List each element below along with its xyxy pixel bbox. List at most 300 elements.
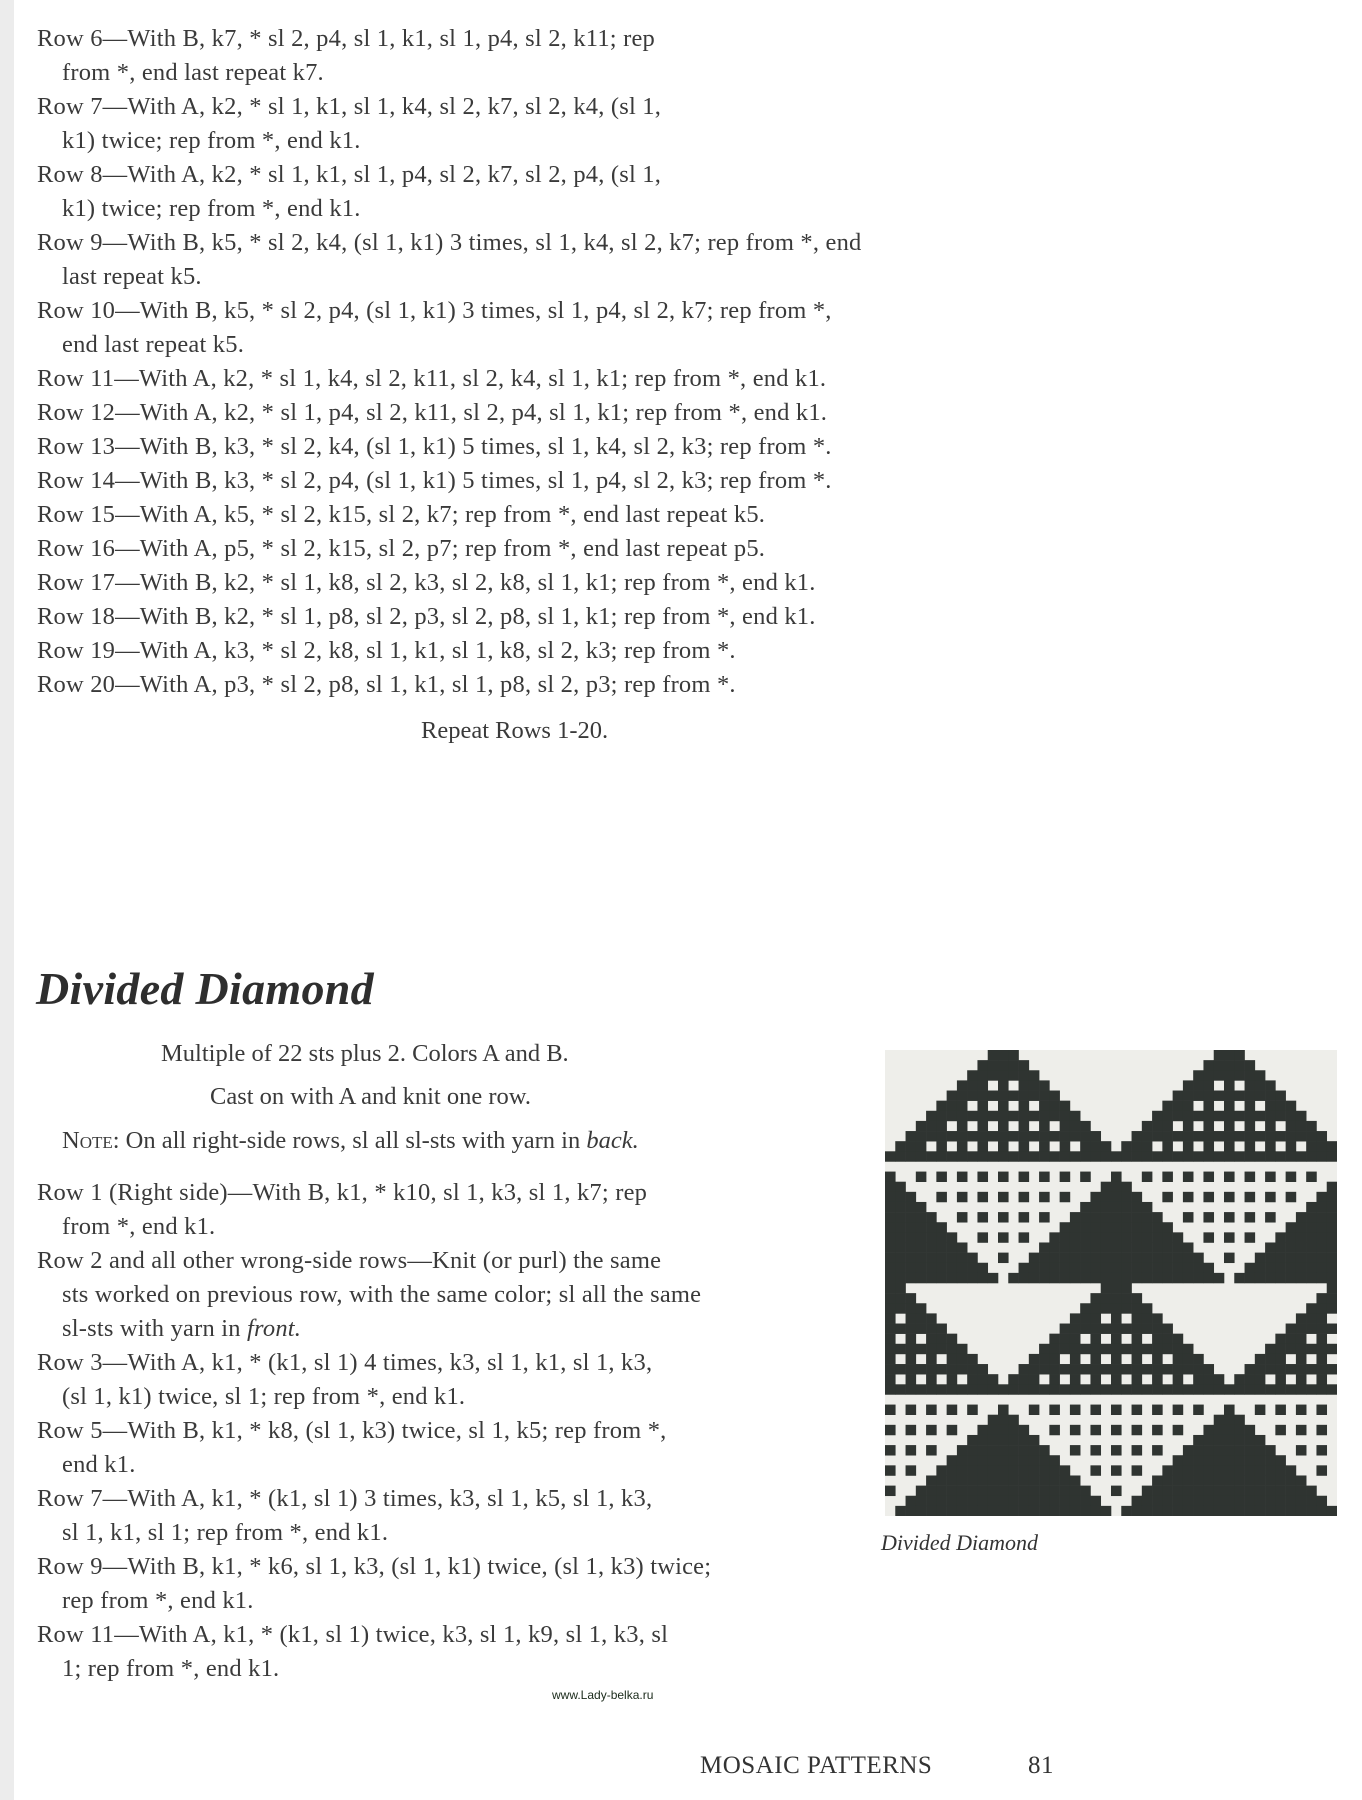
swatch-stitch [1255, 1151, 1266, 1161]
swatch-stitch [1132, 1354, 1143, 1364]
swatch-stitch [916, 1344, 927, 1354]
swatch-stitch [1224, 1384, 1235, 1394]
swatch-stitch [906, 1263, 917, 1273]
swatch-stitch [1224, 1465, 1235, 1475]
swatch-stitch [1090, 1273, 1101, 1283]
swatch-stitch [957, 1475, 968, 1485]
swatch-stitch [1070, 1334, 1081, 1344]
swatch-stitch [1070, 1364, 1081, 1374]
swatch-stitch [1029, 1131, 1040, 1141]
swatch-stitch [906, 1354, 917, 1364]
swatch-stitch [1090, 1334, 1101, 1344]
swatch-stitch [1327, 1182, 1337, 1192]
swatch-stitch [967, 1384, 978, 1394]
swatch-stitch [977, 1101, 988, 1111]
swatch-stitch [947, 1455, 958, 1465]
swatch-stitch [1193, 1263, 1204, 1273]
swatch-stitch [977, 1172, 988, 1182]
swatch-stitch [1173, 1374, 1184, 1384]
swatch-stitch [936, 1141, 947, 1151]
swatch-stitch [1111, 1465, 1122, 1475]
swatch-stitch [1039, 1212, 1050, 1222]
swatch-stitch [1070, 1384, 1081, 1394]
swatch-stitch [1121, 1242, 1132, 1252]
swatch-stitch [1019, 1070, 1030, 1080]
page-number: 81 [1028, 1752, 1054, 1779]
swatch-stitch [1090, 1354, 1101, 1364]
swatch-stitch [936, 1465, 947, 1475]
swatch-stitch [1296, 1486, 1307, 1496]
swatch-stitch [1039, 1475, 1050, 1485]
swatch-stitch [1234, 1425, 1245, 1435]
swatch-stitch [1245, 1091, 1256, 1101]
swatch-stitch [998, 1486, 1009, 1496]
swatch-stitch [947, 1475, 958, 1485]
swatch-stitch [906, 1212, 917, 1222]
swatch-stitch [957, 1141, 968, 1151]
swatch-stitch [988, 1486, 999, 1496]
swatch-stitch [1090, 1506, 1101, 1516]
swatch-stitch [1193, 1465, 1204, 1475]
swatch-stitch [1039, 1151, 1050, 1161]
swatch-stitch [967, 1151, 978, 1161]
swatch-stitch [1193, 1486, 1204, 1496]
swatch-stitch [1245, 1060, 1256, 1070]
swatch-stitch [1080, 1313, 1091, 1323]
swatch-stitch [967, 1465, 978, 1475]
swatch-stitch [998, 1111, 1009, 1121]
swatch-stitch [1296, 1334, 1307, 1344]
swatch-stitch [1121, 1283, 1132, 1293]
swatch-stitch [988, 1060, 999, 1070]
swatch-stitch [1203, 1172, 1214, 1182]
swatch-stitch [998, 1455, 1009, 1465]
row-1-cont: from *, end k1. [62, 1213, 216, 1240]
swatch-stitch [957, 1364, 968, 1374]
swatch-stitch [1296, 1364, 1307, 1374]
swatch-stitch [1265, 1465, 1276, 1475]
swatch-stitch [998, 1496, 1009, 1506]
swatch-stitch [926, 1253, 937, 1263]
swatch-stitch [1275, 1091, 1286, 1101]
swatch-stitch [967, 1486, 978, 1496]
swatch-stitch [1183, 1344, 1194, 1354]
swatch-stitch [1265, 1141, 1276, 1151]
swatch-stitch [957, 1242, 968, 1252]
swatch-stitch [1224, 1212, 1235, 1222]
swatch-stitch [1039, 1242, 1050, 1252]
swatch-stitch [1203, 1384, 1214, 1394]
swatch-stitch [1060, 1242, 1071, 1252]
swatch-stitch [1245, 1111, 1256, 1121]
swatch-stitch [1286, 1141, 1297, 1151]
swatch-stitch [988, 1415, 999, 1425]
swatch-stitch [1090, 1405, 1101, 1415]
swatch-stitch [1049, 1405, 1060, 1415]
swatch-stitch [1090, 1364, 1101, 1374]
swatch-stitch [977, 1445, 988, 1455]
swatch-stitch [957, 1344, 968, 1354]
swatch-stitch [906, 1374, 917, 1384]
swatch-stitch [1234, 1384, 1245, 1394]
row-line: Row 17—With B, k2, * sl 1, k8, sl 2, k3, sl 2, k8, sl 1, k1; rep from *, end k1. [37, 569, 816, 596]
swatch-stitch [1049, 1151, 1060, 1161]
swatch-stitch [1316, 1222, 1327, 1232]
swatch-stitch [1008, 1445, 1019, 1455]
swatch-photo [885, 1050, 1337, 1516]
swatch-stitch [926, 1263, 937, 1273]
swatch-stitch [1070, 1486, 1081, 1496]
swatch-stitch [998, 1465, 1009, 1475]
swatch-stitch [1173, 1455, 1184, 1465]
swatch-stitch [1193, 1080, 1204, 1090]
swatch-stitch [936, 1111, 947, 1121]
swatch-stitch [1245, 1445, 1256, 1455]
swatch-stitch [1296, 1496, 1307, 1506]
swatch-stitch [977, 1496, 988, 1506]
swatch-stitch [1049, 1455, 1060, 1465]
swatch-stitch [1327, 1283, 1337, 1293]
swatch-stitch [988, 1506, 999, 1516]
swatch-stitch [1080, 1253, 1091, 1263]
swatch-stitch [885, 1445, 896, 1455]
swatch-stitch [1029, 1405, 1040, 1415]
swatch-stitch [926, 1242, 937, 1252]
swatch-stitch [1070, 1131, 1081, 1141]
swatch-stitch [1255, 1475, 1266, 1485]
swatch-stitch [1183, 1273, 1194, 1283]
swatch-stitch [1203, 1374, 1214, 1384]
swatch-stitch [1306, 1324, 1317, 1334]
swatch-stitch [1193, 1475, 1204, 1485]
swatch-stitch [1255, 1131, 1266, 1141]
swatch-stitch [916, 1253, 927, 1263]
cast-on-instruction: Cast on with A and knit one row. [210, 1083, 531, 1110]
swatch-stitch [1327, 1232, 1337, 1242]
swatch-stitch [906, 1496, 917, 1506]
swatch-stitch [1019, 1506, 1030, 1516]
swatch-stitch [1214, 1435, 1225, 1445]
swatch-stitch [947, 1506, 958, 1516]
row-2-cont: sts worked on previous row, with the same color; sl all the same [62, 1281, 702, 1308]
swatch-stitch [1224, 1435, 1235, 1445]
swatch-stitch [1214, 1465, 1225, 1475]
swatch-stitch [1019, 1374, 1030, 1384]
swatch-stitch [1142, 1242, 1153, 1252]
swatch-stitch [1162, 1141, 1173, 1151]
swatch-stitch [998, 1080, 1009, 1090]
swatch-stitch [1306, 1313, 1317, 1323]
swatch-stitch [906, 1222, 917, 1232]
swatch-stitch [1203, 1111, 1214, 1121]
row-line-cont: from *, end last repeat k7. [62, 59, 324, 86]
swatch-stitch [895, 1344, 906, 1354]
swatch-stitch [1234, 1050, 1245, 1060]
swatch-stitch [1090, 1232, 1101, 1242]
swatch-stitch [1255, 1263, 1266, 1273]
swatch-stitch [957, 1151, 968, 1161]
swatch-stitch [1327, 1506, 1337, 1516]
swatch-stitch [1183, 1455, 1194, 1465]
swatch-stitch [1203, 1060, 1214, 1070]
swatch-stitch [977, 1364, 988, 1374]
swatch-stitch [1162, 1111, 1173, 1121]
swatch-stitch [1286, 1465, 1297, 1475]
swatch-stitch [1265, 1496, 1276, 1506]
swatch-stitch [998, 1141, 1009, 1151]
swatch-stitch [936, 1232, 947, 1242]
swatch-stitch [1255, 1455, 1266, 1465]
swatch-stitch [895, 1222, 906, 1232]
swatch-stitch [1173, 1506, 1184, 1516]
swatch-stitch [1203, 1455, 1214, 1465]
swatch-stitch [1111, 1202, 1122, 1212]
swatch-stitch [1132, 1445, 1143, 1455]
swatch-stitch [998, 1131, 1009, 1141]
swatch-stitch [926, 1425, 937, 1435]
swatch-stitch [1327, 1303, 1337, 1313]
swatch-stitch [1183, 1384, 1194, 1394]
swatch-stitch [1008, 1111, 1019, 1121]
swatch-stitch [1183, 1354, 1194, 1364]
swatch-stitch [1152, 1496, 1163, 1506]
swatch-stitch [1306, 1172, 1317, 1182]
swatch-stitch [988, 1475, 999, 1485]
row-line: Row 15—With A, k5, * sl 2, k15, sl 2, k7; rep from *, end last repeat k5. [37, 501, 766, 528]
swatch-stitch [1152, 1405, 1163, 1415]
swatch-stitch [1316, 1354, 1327, 1364]
swatch-stitch [1101, 1364, 1112, 1374]
swatch-stitch [1152, 1324, 1163, 1334]
swatch-stitch [885, 1384, 896, 1394]
swatch-stitch [1152, 1253, 1163, 1263]
swatch-stitch [1039, 1111, 1050, 1121]
swatch-stitch [1275, 1232, 1286, 1242]
swatch-stitch [1327, 1344, 1337, 1354]
swatch-stitch [1203, 1212, 1214, 1222]
swatch-stitch [1090, 1212, 1101, 1222]
swatch-stitch [885, 1344, 896, 1354]
swatch-stitch [1224, 1050, 1235, 1060]
swatch-stitch [1070, 1344, 1081, 1354]
swatch-stitch [1296, 1506, 1307, 1516]
swatch-stitch [1265, 1101, 1276, 1111]
swatch-stitch [1286, 1486, 1297, 1496]
swatch-stitch [1111, 1253, 1122, 1263]
swatch-stitch [977, 1425, 988, 1435]
swatch-stitch [1214, 1475, 1225, 1485]
swatch-stitch [977, 1486, 988, 1496]
swatch-stitch [1070, 1506, 1081, 1516]
swatch-stitch [1080, 1384, 1091, 1394]
swatch-stitch [1275, 1425, 1286, 1435]
swatch-stitch [1090, 1313, 1101, 1323]
swatch-stitch [977, 1212, 988, 1222]
swatch-stitch [916, 1496, 927, 1506]
swatch-stitch [1214, 1506, 1225, 1516]
swatch-stitch [1090, 1344, 1101, 1354]
swatch-stitch [1173, 1091, 1184, 1101]
swatch-stitch [1049, 1273, 1060, 1283]
swatch-stitch [1316, 1293, 1327, 1303]
row-line: Row 19—With A, k3, * sl 2, k8, sl 1, k1, sl 1, k8, sl 2, k3; rep from *. [37, 637, 736, 664]
swatch-stitch [1173, 1384, 1184, 1394]
swatch-stitch [1111, 1293, 1122, 1303]
swatch-stitch [1255, 1506, 1266, 1516]
swatch-stitch [1152, 1506, 1163, 1516]
swatch-stitch [885, 1354, 896, 1364]
swatch-stitch [1019, 1475, 1030, 1485]
swatch-stitch [1316, 1334, 1327, 1344]
swatch-stitch [1049, 1242, 1060, 1252]
swatch-stitch [967, 1445, 978, 1455]
swatch-stitch [885, 1405, 896, 1415]
swatch-stitch [1111, 1445, 1122, 1455]
swatch-stitch [1255, 1496, 1266, 1506]
swatch-stitch [1224, 1405, 1235, 1415]
swatch-stitch [1070, 1475, 1081, 1485]
swatch-stitch [1183, 1131, 1194, 1141]
row-line-cont: end last repeat k5. [62, 331, 245, 358]
swatch-stitch [1029, 1384, 1040, 1394]
swatch-stitch [1275, 1263, 1286, 1273]
swatch-stitch [1327, 1253, 1337, 1263]
swatch-stitch [1203, 1506, 1214, 1516]
swatch-stitch [967, 1354, 978, 1364]
swatch-stitch [916, 1131, 927, 1141]
swatch-stitch [1265, 1242, 1276, 1252]
swatch-stitch [926, 1222, 937, 1232]
swatch-stitch [1286, 1475, 1297, 1485]
swatch-stitch [1255, 1111, 1266, 1121]
swatch-stitch [1203, 1151, 1214, 1161]
swatch-stitch [1306, 1303, 1317, 1313]
row-line: Row 9—With B, k5, * sl 2, k4, (sl 1, k1) 3 times, sl 1, k4, sl 2, k7; rep from *, end [37, 229, 862, 256]
pattern-title: Divided Diamond [36, 963, 374, 1014]
swatch-stitch [1275, 1334, 1286, 1344]
swatch-stitch [926, 1374, 937, 1384]
swatch-stitch [1111, 1283, 1122, 1293]
page-edge-shadow [0, 0, 14, 1800]
swatch-stitch [1111, 1192, 1122, 1202]
swatch-stitch [1101, 1222, 1112, 1232]
swatch-stitch [1019, 1465, 1030, 1475]
swatch-stitch [1203, 1192, 1214, 1202]
swatch-stitch [1070, 1425, 1081, 1435]
row-5-cont: end k1. [62, 1451, 136, 1478]
swatch-stitch [885, 1364, 896, 1374]
swatch-stitch [1214, 1111, 1225, 1121]
swatch-stitch [977, 1435, 988, 1445]
swatch-stitch [936, 1384, 947, 1394]
swatch-stitch [1234, 1465, 1245, 1475]
swatch-stitch [1224, 1111, 1235, 1121]
swatch-stitch [1162, 1151, 1173, 1161]
swatch-stitch [1316, 1405, 1327, 1415]
swatch-stitch [1316, 1273, 1327, 1283]
swatch-stitch [977, 1475, 988, 1485]
swatch-stitch [977, 1384, 988, 1394]
swatch-stitch [1142, 1202, 1153, 1212]
swatch-stitch [998, 1070, 1009, 1080]
row-7-cont: sl 1, k1, sl 1; rep from *, end k1. [62, 1519, 389, 1546]
swatch-stitch [1019, 1141, 1030, 1151]
swatch-stitch [947, 1334, 958, 1344]
swatch-stitch [1039, 1354, 1050, 1364]
swatch-stitch [1234, 1445, 1245, 1455]
swatch-stitch [998, 1425, 1009, 1435]
swatch-stitch [1306, 1242, 1317, 1252]
swatch-stitch [1162, 1506, 1173, 1516]
swatch-stitch [1327, 1273, 1337, 1283]
swatch-stitch [895, 1192, 906, 1202]
swatch-stitch [1275, 1384, 1286, 1394]
swatch-stitch [1008, 1151, 1019, 1161]
swatch-stitch [967, 1131, 978, 1141]
swatch-stitch [1121, 1293, 1132, 1303]
swatch-stitch [1019, 1121, 1030, 1131]
swatch-stitch [1162, 1263, 1173, 1273]
swatch-stitch [1080, 1496, 1091, 1506]
swatch-stitch [1152, 1475, 1163, 1485]
swatch-stitch [988, 1050, 999, 1060]
swatch-stitch [936, 1506, 947, 1516]
swatch-stitch [1316, 1313, 1327, 1323]
swatch-stitch [1060, 1496, 1071, 1506]
swatch-stitch [998, 1415, 1009, 1425]
swatch-stitch [885, 1263, 896, 1273]
swatch-stitch [957, 1131, 968, 1141]
swatch-stitch [906, 1313, 917, 1323]
swatch-stitch [906, 1324, 917, 1334]
swatch-stitch [1029, 1506, 1040, 1516]
swatch-stitch [1039, 1101, 1050, 1111]
swatch-stitch [1101, 1212, 1112, 1222]
swatch-stitch [1029, 1486, 1040, 1496]
swatch-stitch [1019, 1091, 1030, 1101]
swatch-stitch [1265, 1506, 1276, 1516]
swatch-stitch [885, 1334, 896, 1344]
swatch-stitch [1203, 1496, 1214, 1506]
swatch-stitch [906, 1273, 917, 1283]
swatch-stitch [885, 1293, 896, 1303]
swatch-stitch [885, 1222, 896, 1232]
swatch-stitch [1203, 1121, 1214, 1131]
swatch-stitch [967, 1091, 978, 1101]
swatch-stitch [926, 1475, 937, 1485]
swatch-stitch [1060, 1141, 1071, 1151]
swatch-stitch [1203, 1364, 1214, 1374]
swatch-stitch [957, 1273, 968, 1283]
swatch-stitch [1214, 1374, 1225, 1384]
swatch-stitch [1101, 1253, 1112, 1263]
swatch-stitch [926, 1354, 937, 1364]
swatch-stitch [1152, 1273, 1163, 1283]
swatch-stitch [1070, 1151, 1081, 1161]
swatch-stitch [1101, 1141, 1112, 1151]
swatch-stitch [998, 1475, 1009, 1485]
row-9-cont: rep from *, end k1. [62, 1587, 254, 1614]
swatch-stitch [957, 1101, 968, 1111]
swatch-stitch [1203, 1131, 1214, 1141]
swatch-stitch [1265, 1364, 1276, 1374]
swatch-stitch [988, 1425, 999, 1435]
swatch-stitch [1039, 1496, 1050, 1506]
swatch-stitch [1234, 1455, 1245, 1465]
swatch-stitch [895, 1141, 906, 1151]
swatch-stitch [1183, 1141, 1194, 1151]
swatch-stitch [906, 1465, 917, 1475]
